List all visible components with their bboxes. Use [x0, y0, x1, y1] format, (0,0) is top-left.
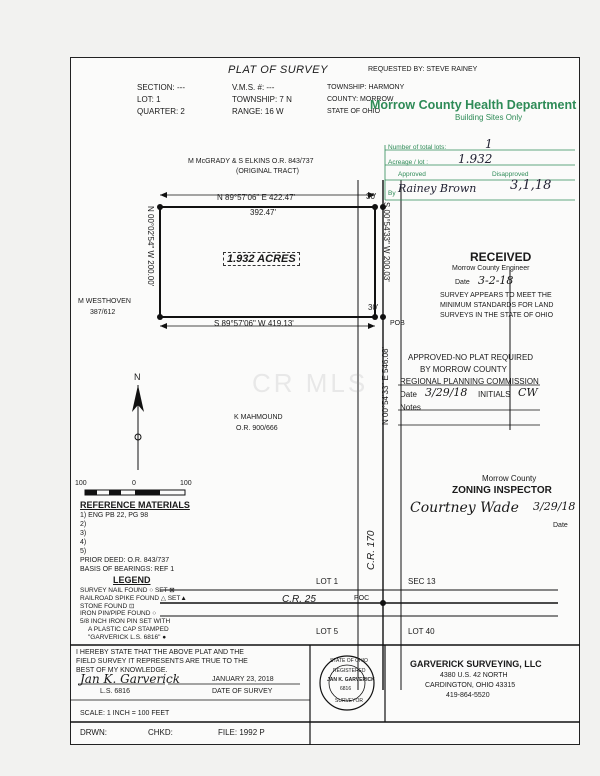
- acreage-value: 1.932: [458, 152, 493, 166]
- firm-name: GARVERICK SURVEYING, LLC: [410, 659, 542, 669]
- north-owner-note: (ORIGINAL TRACT): [236, 168, 300, 175]
- state: STATE OF OHIO: [327, 108, 381, 115]
- reference-item: 3): [80, 530, 87, 537]
- health-dept-title: Morrow County Health Department: [370, 98, 577, 112]
- lot40-label: LOT 40: [408, 627, 435, 636]
- cr25-label: C.R. 25: [282, 594, 316, 605]
- pob-label: POB: [390, 320, 405, 327]
- by-label: By: [388, 190, 396, 197]
- lot: LOT: 1: [137, 95, 161, 104]
- north-arrow-label: N: [134, 372, 141, 382]
- engineer-statement-2: MINIMUM STANDARDS FOR LAND: [440, 302, 554, 309]
- north-owner: M McGRADY & S ELKINS O.R. 843/737: [188, 158, 314, 165]
- disapproved-label: Disapproved: [492, 171, 529, 178]
- scale-note: SCALE: 1 INCH = 100 FEET: [80, 710, 170, 717]
- reference-item: 1) ENG PB 22, PG 98: [80, 512, 149, 519]
- range: RANGE: 16 W: [232, 107, 284, 116]
- drawn-by: DRWN:: [80, 728, 107, 737]
- engineer-statement-1: SURVEY APPEARS TO MEET THE: [440, 292, 552, 299]
- cr170-label: C.R. 170: [366, 530, 377, 570]
- planning-date: 3/29/18: [425, 386, 468, 399]
- west-owner-ref: 387/612: [90, 309, 116, 316]
- surveyor-signature: Jan K. Garverick: [80, 672, 181, 686]
- engineer-office: Morrow County Engineer: [452, 265, 530, 272]
- zoning-office: Morrow County: [482, 474, 537, 483]
- north-inner-distance: 392.47': [250, 208, 276, 217]
- vms: V.M.S. #: ---: [232, 83, 275, 92]
- legend-title: LEGEND: [113, 575, 151, 585]
- zoning-signature: Courtney Wade: [410, 500, 519, 516]
- legend-item: STONE FOUND ⊡: [80, 603, 135, 610]
- references-title: REFERENCE MATERIALS: [80, 500, 190, 510]
- township-no: TOWNSHIP: 7 N: [232, 95, 292, 104]
- seal-number: 6816: [340, 686, 352, 692]
- health-dept-subtitle: Building Sites Only: [455, 113, 523, 122]
- north-bearing: N 89°57'06" E 422.47': [217, 193, 296, 202]
- cert-line-3: BEST OF MY KNOWLEDGE.: [76, 667, 168, 674]
- approved-label: Approved: [398, 171, 426, 178]
- planning-notes-label: Notes: [400, 403, 421, 412]
- cr170-bearing: N 00°54'33" E 546.08': [381, 346, 390, 425]
- lot5-label: LOT 5: [316, 627, 339, 636]
- seal-name: JAN K. GARVERICK: [327, 677, 375, 683]
- plat-title: PLAT OF SURVEY: [228, 64, 328, 76]
- south-owner-ref: O.R. 900/666: [236, 425, 278, 432]
- poc-label: POC: [354, 595, 370, 602]
- zoning-date-label: Date: [553, 522, 568, 529]
- reference-item: 4): [80, 539, 87, 546]
- west-owner: M WESTHOVEN: [78, 298, 131, 305]
- mls-watermark: CR MLS: [252, 368, 369, 398]
- file-number: FILE: 1992 P: [218, 728, 265, 737]
- cert-line-1: I HEREBY STATE THAT THE ABOVE PLAT AND THE: [76, 649, 244, 656]
- engineer-statement-3: SURVEYS IN THE STATE OF OHIO: [440, 312, 554, 319]
- survey-date-caption: DATE OF SURVEY: [212, 688, 273, 695]
- acreage-label: Acreage / lot :: [388, 159, 429, 166]
- by-signature: Rainey Brown: [398, 182, 477, 195]
- firm-address-1: 4380 U.S. 42 NORTH: [440, 672, 508, 679]
- firm-address-2: CARDINGTON, OHIO 43315: [425, 682, 516, 689]
- planning-line-3: REGIONAL PLANNING COMMISSION: [400, 377, 539, 386]
- legend-item: "GARVERICK L.S. 6816" ●: [88, 634, 167, 641]
- basis-of-bearings: BASIS OF BEARINGS: REF 1: [80, 566, 175, 573]
- engineer-date-label: Date: [455, 279, 470, 286]
- scale-right: 100: [180, 480, 192, 487]
- sec13-label: SEC 13: [408, 577, 436, 586]
- scale-left: 100: [75, 480, 87, 487]
- cert-line-2: FIELD SURVEY IT REPRESENTS ARE TRUE TO THE: [76, 658, 248, 665]
- legend-item: SURVEY NAIL FOUND ○ SET ⊠: [80, 587, 175, 594]
- surveyor-ls: L.S. 6816: [100, 688, 130, 695]
- legend-item: IRON PIN/PIPE FOUND ○: [80, 610, 157, 617]
- prior-deed: PRIOR DEED: O.R. 843/737: [80, 557, 170, 564]
- east-bearing: S 00°54'33" W 200.03': [382, 202, 391, 282]
- engineer-date: 3-2-18: [478, 274, 514, 287]
- planning-date-label: Date: [400, 390, 417, 399]
- legend-item: A PLASTIC CAP STAMPED: [88, 626, 169, 633]
- reference-item: 5): [80, 548, 87, 555]
- planning-initials: CW: [518, 386, 538, 399]
- requested-by: REQUESTED BY: STEVE RAINEY: [368, 66, 478, 73]
- thirty-bottom: 30': [368, 303, 379, 312]
- tract-acres: 1.932 ACRES: [223, 252, 300, 266]
- received-stamp: RECEIVED: [470, 250, 532, 264]
- quarter: QUARTER: 2: [137, 107, 185, 116]
- checked-by: CHKD:: [148, 728, 173, 737]
- section: SECTION: ---: [137, 83, 185, 92]
- lot1-label: LOT 1: [316, 577, 339, 586]
- legend-item: RAILROAD SPIKE FOUND △ SET▲: [80, 595, 187, 602]
- thirty-top: 30': [366, 192, 377, 201]
- scale-mid: 0: [132, 480, 136, 487]
- health-date: 3,1,18: [510, 178, 552, 193]
- planning-initials-label: INITIALS: [478, 390, 511, 399]
- west-bearing: N 00°02'54" W 200.00': [146, 206, 155, 287]
- total-lots-label: Number of total lots:: [388, 144, 447, 151]
- total-lots-value: 1: [485, 137, 493, 151]
- zoning-title: ZONING INSPECTOR: [452, 485, 552, 496]
- planning-line-1: APPROVED-NO PLAT REQUIRED: [408, 353, 534, 362]
- legend-item: 5/8 INCH IRON PIN SET WITH: [80, 618, 171, 625]
- firm-phone: 419-864-5520: [446, 692, 490, 699]
- seal-top: STATE OF OHIO: [330, 658, 368, 664]
- seal-registered: REGISTERED: [333, 668, 366, 674]
- reference-item: 2): [80, 521, 87, 528]
- survey-date: JANUARY 23, 2018: [212, 676, 274, 683]
- planning-line-2: BY MORROW COUNTY: [420, 365, 507, 374]
- south-bearing: S 89°57'06" W 419.13': [214, 319, 294, 328]
- county: COUNTY: MORROW: [327, 96, 394, 103]
- south-owner: K MAHMOUND: [234, 414, 283, 421]
- seal-bottom: SURVEYOR: [335, 698, 363, 704]
- zoning-date: 3/29/18: [533, 500, 576, 513]
- township-name: TOWNSHIP: HARMONY: [327, 84, 405, 91]
